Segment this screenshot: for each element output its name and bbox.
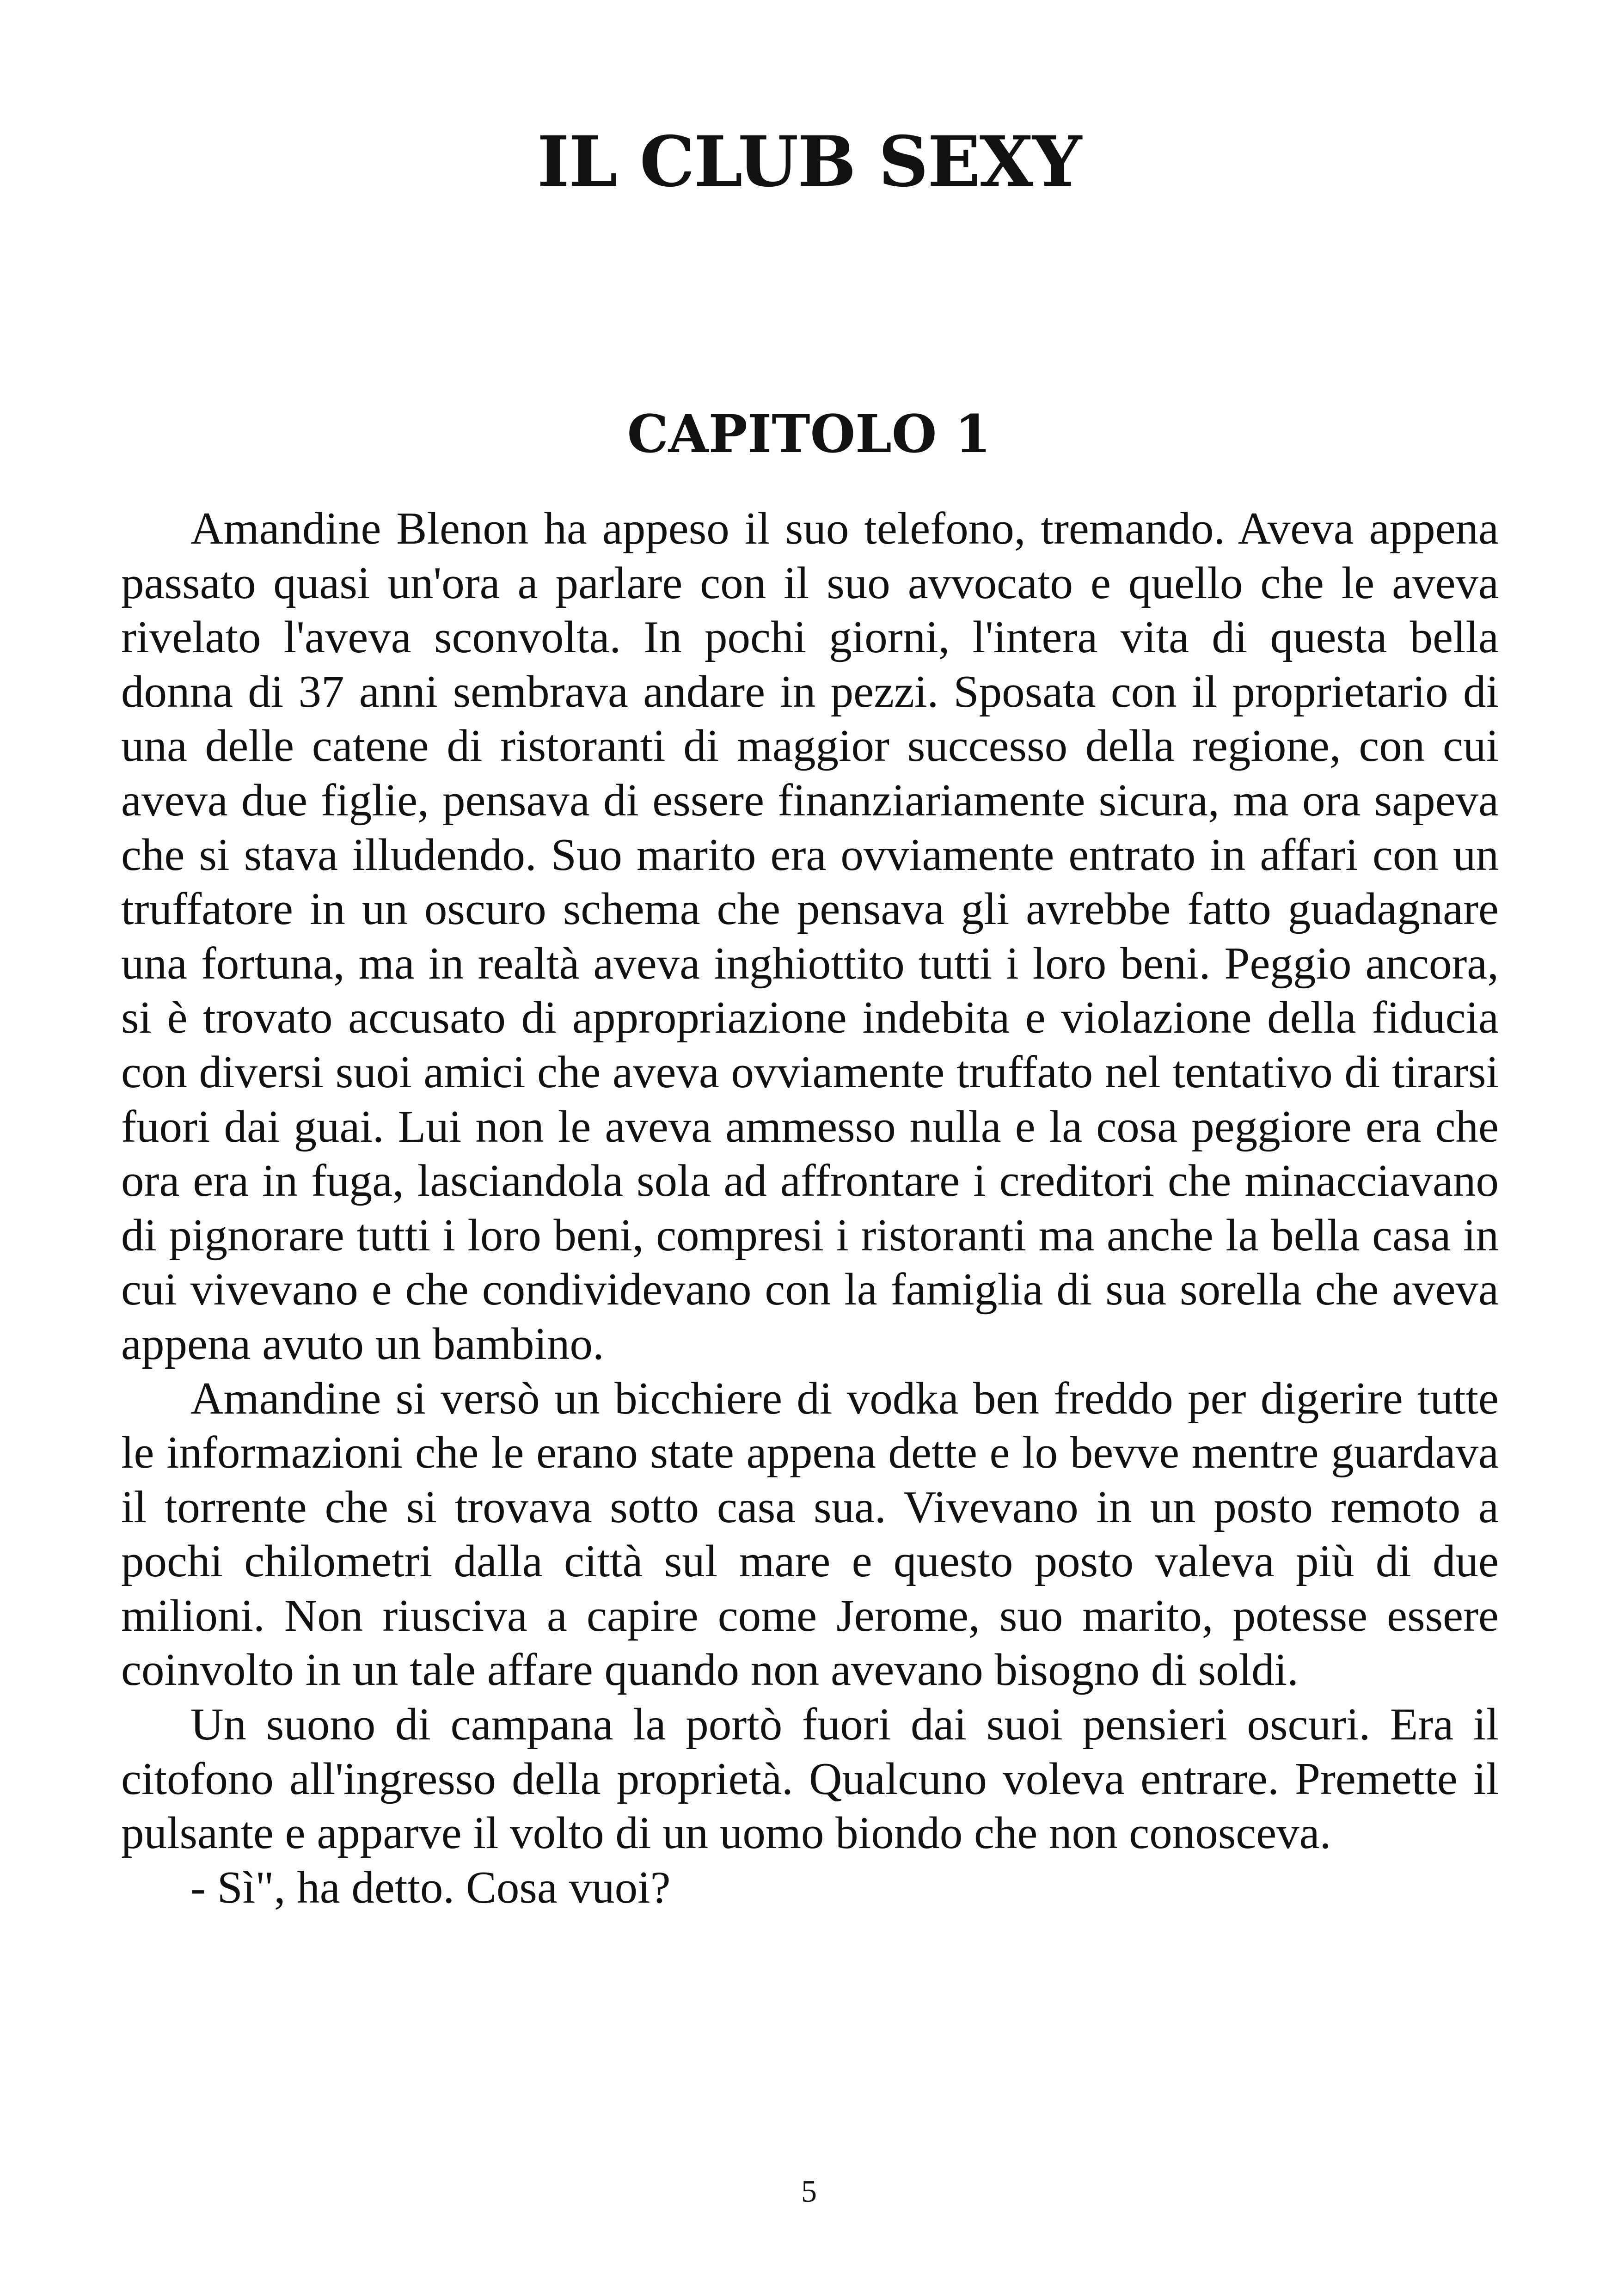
paragraph: Amandine Blenon ha appeso il suo telefono, tremando. Aveva appena passato quasi un'ora a parlare con il suo avvocato e quello che le aveva rivelato l'aveva sconvolta. In pochi giorni, l'intera vita di questa bella donna di 37 anni sembrava andare in pezzi. Sposata con il proprietario di una delle catene di ristoranti di maggior successo della regione, con cui aveva due figlie, pensava di essere finanziariamente sicura, ma ora sapeva che si stava illudendo. Suo marito era ovviamente entrato in affari con un truffatore in un oscuro schema che pensava gli avrebbe fatto guadagnare una fortuna, ma in realtà aveva inghiottito tutti i loro beni. Peggio ancora, si è trovato accusato di appropriazione indebita e violazione della fiducia con diversi suoi amici che aveva ovviamente truffato nel tentativo di tirarsi fuori dai guai. Lui non le aveva ammesso nulla e la cosa peggiore era che ora era in fuga, lasciandola sola ad affrontare i creditori che minacciavano di pignorare tutti i loro beni, compresi i ristoranti ma anche la bella casa in cui vivevano e che condividevano con la famiglia di sua sorella che aveva appena avuto un bambino. (121, 503, 1499, 1369)
page-number: 5 (801, 2174, 817, 2209)
chapter-title: CAPITOLO 1 (627, 404, 991, 465)
paragraph: Un suono di campana la portò fuori dai suoi pensieri oscuri. Era il citofono all'ingresso della proprietà. Qualcuno voleva entrare. Premette il pulsante e apparve il volto di un uomo biondo che non conosceva. (121, 1699, 1499, 1859)
chapter-body (121, 502, 1499, 1915)
paragraph: Amandine si versò un bicchiere di vodka ben freddo per digerire tutte le informazioni che le erano state appena dette e lo bevve mentre guardava il torrente che si trovava sotto casa sua. Vivevano in un posto remoto a pochi chilometri dalla città sul mare e questo posto valeva più di due milioni. Non riusciva a capire come Jerome, suo marito, potesse essere coinvolto in un tale affare quando non avevano bisogno di soldi. (121, 1373, 1499, 1696)
paragraph: - Sì", ha detto. Cosa vuoi? (190, 1862, 671, 1913)
book-title: IL CLUB SEXY (537, 121, 1081, 202)
